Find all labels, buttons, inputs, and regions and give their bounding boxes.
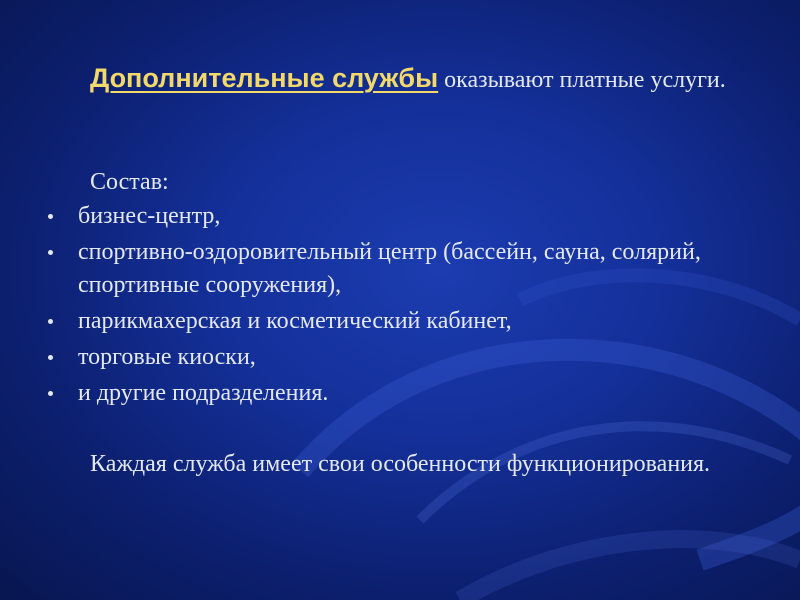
bullet-dot-icon: [48, 250, 53, 255]
list-item: [40, 341, 780, 374]
list-item: [40, 200, 780, 233]
section-label: Состав:: [90, 169, 169, 195]
list-item-text: бизнес-центр,: [78, 203, 221, 229]
bullet-dot-icon: [48, 214, 53, 219]
list-item-text: и другие подразделения.: [78, 380, 329, 406]
list-item-text: спортивно-оздоровительный центр (бассейн, сауна, солярий, спортивные сооружения),: [78, 239, 701, 298]
bullet-dot-icon: [48, 391, 53, 396]
list-item: [40, 236, 780, 302]
intro-paragraph: [78, 62, 778, 97]
list-item-text: торговые киоски,: [78, 344, 256, 370]
list-item: [40, 377, 780, 410]
bullet-dot-icon: [48, 355, 53, 360]
closing-paragraph: Каждая служба имеет свои особенности функционирования.: [90, 451, 711, 477]
list-item-text: парикмахерская и косметический кабинет,: [78, 308, 512, 334]
intro-text: оказывают платные услуги.: [438, 67, 726, 93]
bullet-list: [40, 200, 780, 413]
list-item: [40, 305, 780, 338]
bullet-dot-icon: [48, 319, 53, 324]
slide-title: Дополнительные службы: [90, 63, 439, 93]
